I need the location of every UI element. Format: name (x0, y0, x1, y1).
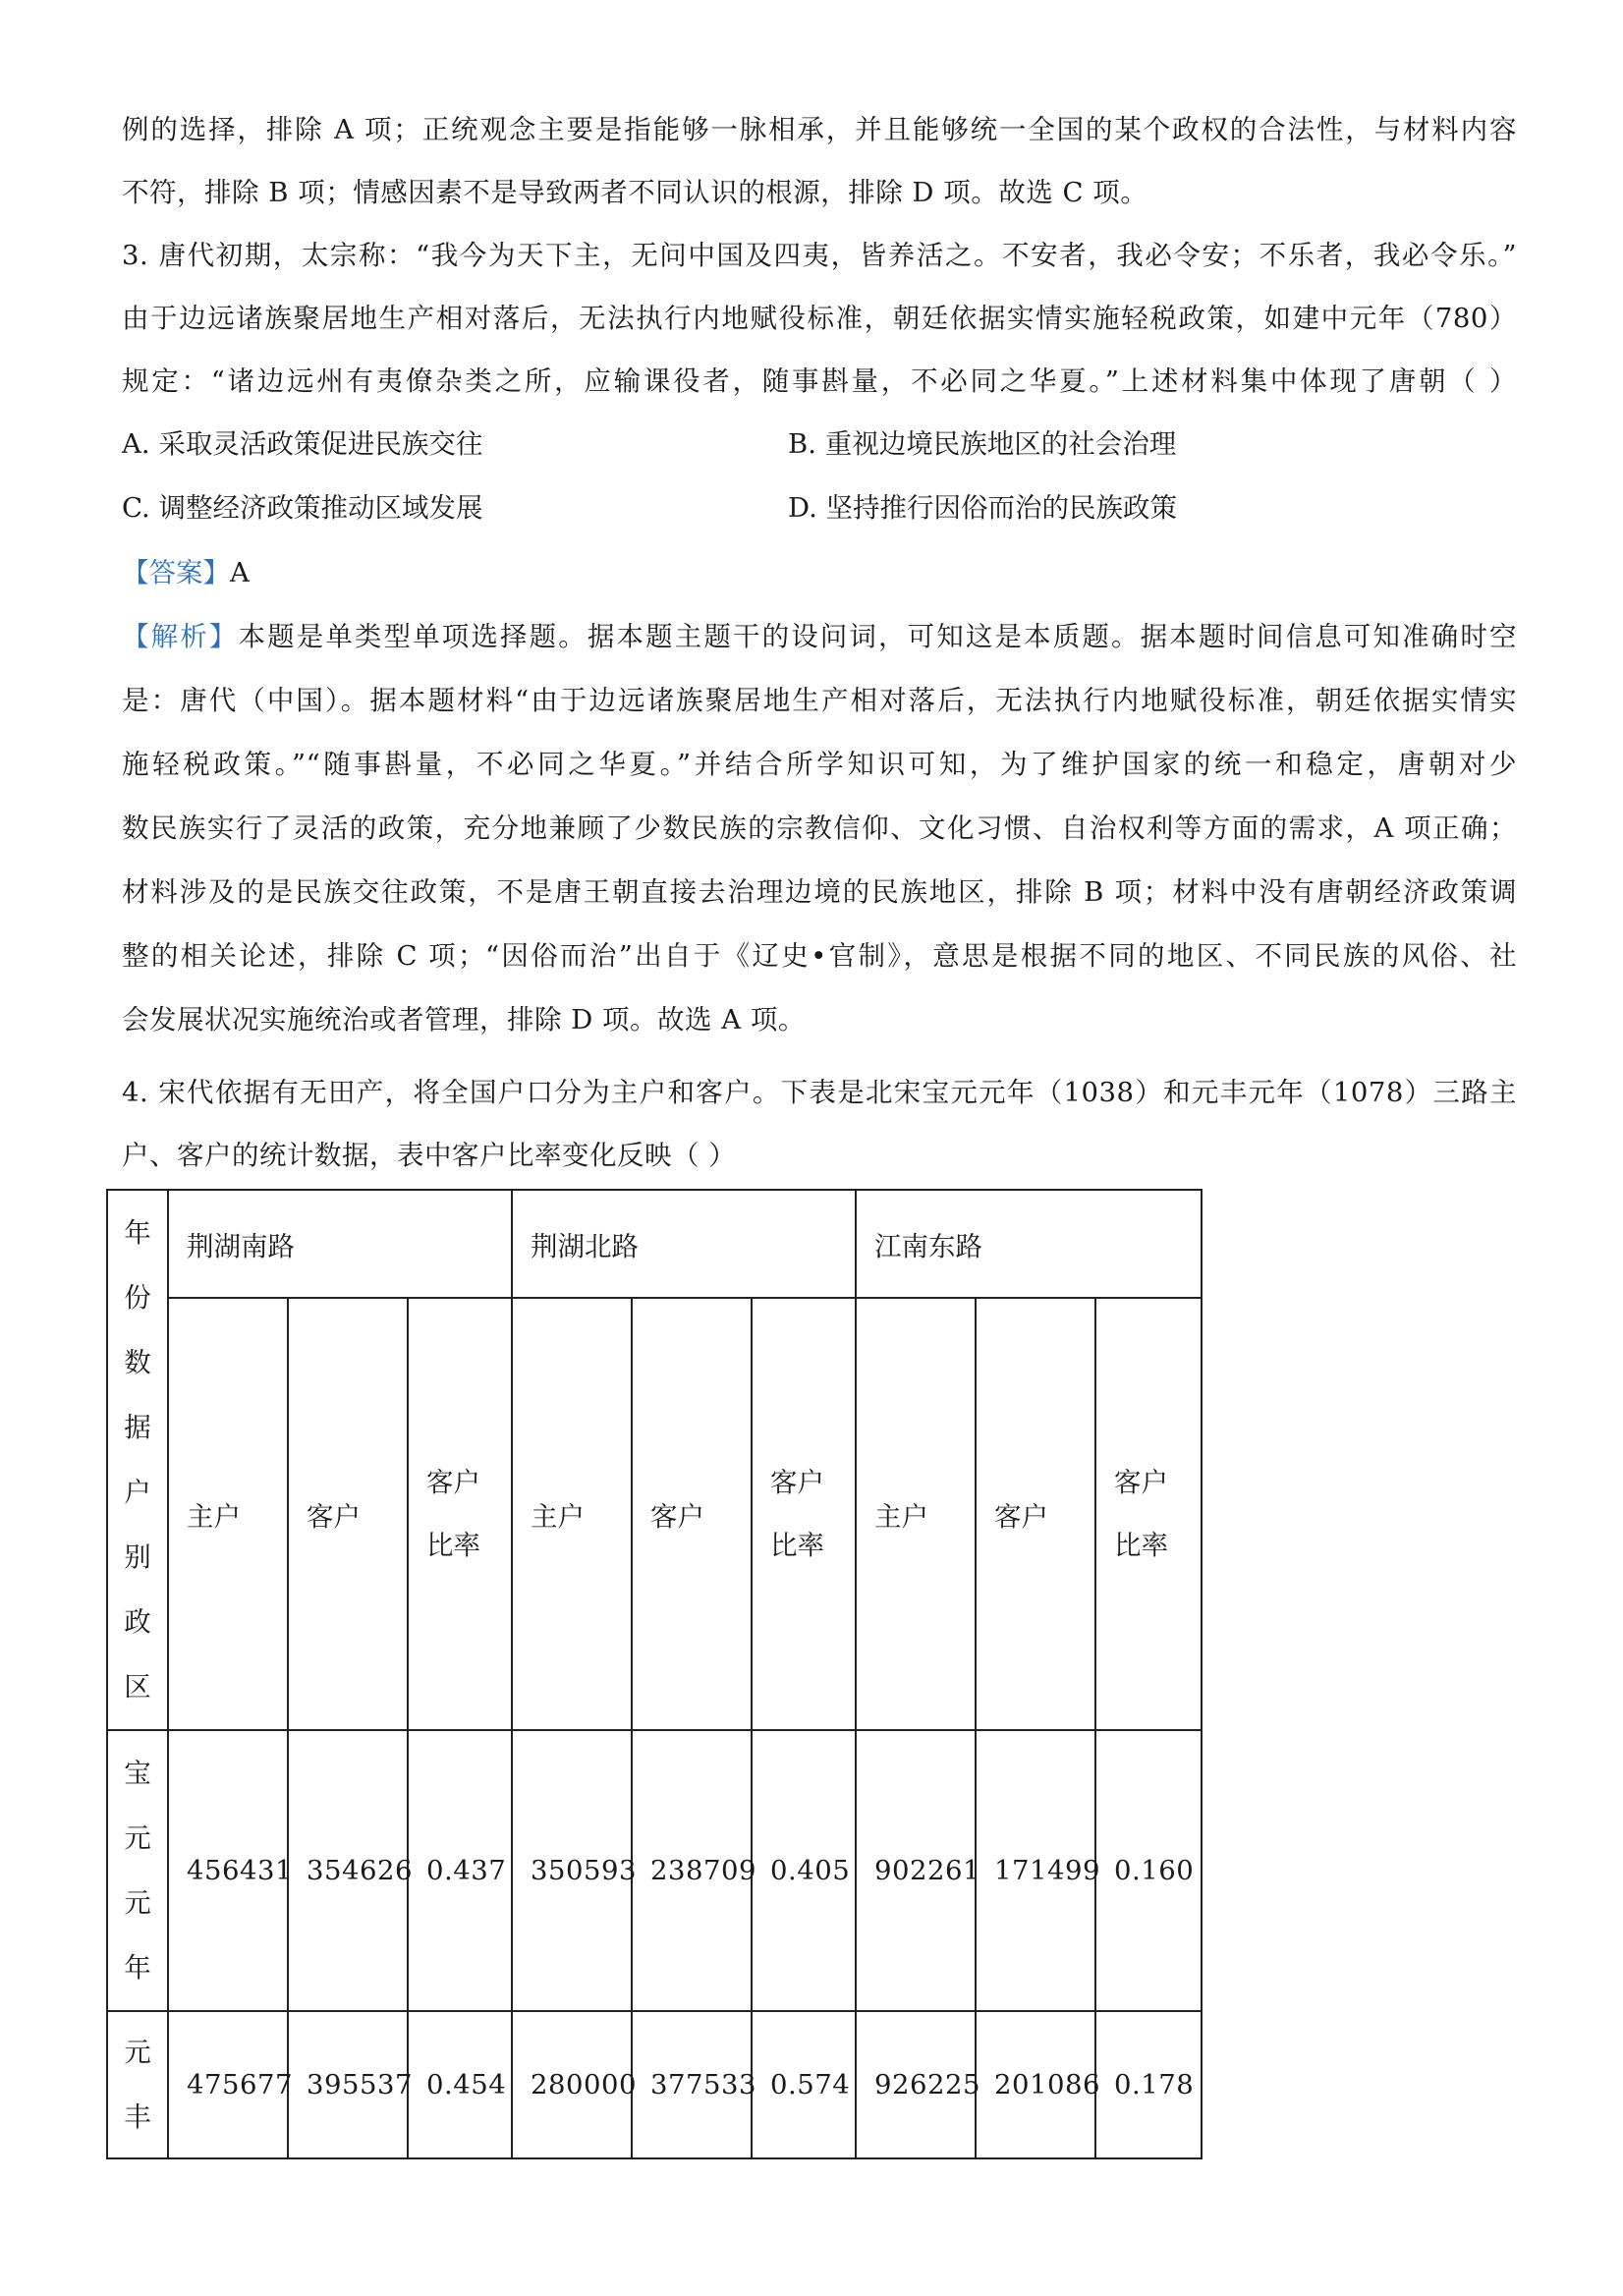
year-char: 年 (124, 1952, 151, 1984)
year-char: 宝 (124, 1758, 151, 1789)
q3-analysis-line-2: 是：唐代（中国）。据本题材料“由于边远诸族聚居地生产相对落后，无法执行内地赋役标准，朝廷依据实情实 (122, 685, 1517, 716)
region-header-jiangnan-dong: 江南东路 (856, 1190, 1202, 1298)
corner-char: 别 (124, 1541, 151, 1573)
subheader-ratio-line1: 客户 (1114, 1467, 1169, 1498)
q3-stem-line-3: 规定：“诸边远州有夷僚杂类之所，应输课役者，随事斟量，不必同之华夏。”上述材料集中体现了唐朝（ ） (122, 365, 1517, 397)
table-cell: 0.454 (408, 2011, 512, 2158)
q3-analysis-line-5: 材料涉及的是民族交往政策，不是唐王朝直接去治理边境的民族地区，排除 B 项；材料中没有唐朝经济政策调 (122, 876, 1517, 908)
q4-stem-line-1: 4. 宋代依据有无田产，将全国户口分为主户和客户。下表是北宋宝元元年（1038）和元丰元年（1078）三路主 (122, 1077, 1517, 1108)
intro-line-1: 例的选择，排除 A 项；正统观念主要是指能够一脉相承，并且能够统一全国的某个政权的合法性，与材料内容 (122, 114, 1517, 145)
corner-char: 份 (124, 1282, 151, 1314)
table-cell: 238709 (632, 1730, 752, 2011)
table-cell: 377533 (632, 2011, 752, 2158)
year-char: 元 (124, 1887, 151, 1919)
region-header-jinghu-bei: 荆湖北路 (512, 1190, 856, 1298)
subheader-ratio (752, 1298, 856, 1730)
table-cell: 475677 (168, 2011, 288, 2158)
corner-char: 政 (124, 1606, 151, 1638)
subheader-main: 主户 (168, 1298, 288, 1730)
subheader-ratio (1095, 1298, 1202, 1730)
table-cell: 354626 (288, 1730, 408, 2011)
q3-stem-line-1: 3. 唐代初期，太宗称：“我今为天下主，无问中国及四夷，皆养活之。不安者，我必令安；不乐者，我必令乐。” (122, 240, 1517, 271)
table-cell: 0.437 (408, 1730, 512, 2011)
q3-analysis-line-3: 施轻税政策。”“随事斟量，不必同之华夏。”并结合所学知识可知，为了维护国家的统一和稳定，唐朝对少 (122, 749, 1517, 780)
row-header-yuanfeng (107, 2011, 168, 2158)
q3-option-c: C. 调整经济政策推动区域发展 (122, 492, 483, 524)
corner-char: 年 (124, 1217, 151, 1249)
intro-line-2: 不符，排除 B 项；情感因素不是导致两者不同认识的根源，排除 D 项。故选 C 项。 (122, 177, 1148, 208)
q3-answer (122, 553, 250, 592)
subheader-ratio-line1: 客户 (426, 1467, 480, 1498)
q3-option-d: D. 坚持推行因俗而治的民族政策 (788, 492, 1178, 524)
subheader-guest: 客户 (976, 1298, 1095, 1730)
q3-option-b: B. 重视边境民族地区的社会治理 (788, 428, 1177, 460)
table-cell: 201086 (976, 2011, 1095, 2158)
table-cell: 902261 (856, 1730, 976, 2011)
table-cell: 0.178 (1095, 2011, 1202, 2158)
table-cell: 456431 (168, 1730, 288, 2011)
subheader-ratio (408, 1298, 512, 1730)
q4-stem-line-2: 户、客户的统计数据，表中客户比率变化反映（ ） (122, 1140, 737, 1171)
corner-char: 区 (124, 1671, 151, 1703)
q3-analysis-line-7: 会发展状况实施统治或者管理，排除 D 项。故选 A 项。 (122, 1004, 806, 1036)
table-cell: 171499 (976, 1730, 1095, 2011)
analysis-tag: 【解析】 (122, 621, 239, 652)
table-cell: 280000 (512, 2011, 632, 2158)
table-row (107, 2011, 1202, 2158)
table-cell: 926225 (856, 2011, 976, 2158)
table-cell: 395537 (288, 2011, 408, 2158)
table-cell: 0.405 (752, 1730, 856, 2011)
subheader-ratio-line2: 比率 (770, 1530, 825, 1561)
corner-header-cell (107, 1190, 168, 1730)
subheader-main: 主户 (512, 1298, 632, 1730)
subheader-ratio-line2: 比率 (1114, 1530, 1169, 1561)
q3-analysis-line-6: 整的相关论述，排除 C 项；“因俗而治”出自于《辽史•官制》，意思是根据不同的地区、不同民族的风俗、社 (122, 940, 1517, 972)
row-header-baoyuan (107, 1730, 168, 2011)
corner-char: 据 (124, 1412, 151, 1443)
answer-value: A (230, 557, 250, 588)
subheader-ratio-line2: 比率 (426, 1530, 480, 1561)
subheader-ratio-line1: 客户 (770, 1467, 825, 1498)
year-char: 丰 (124, 2101, 151, 2133)
corner-char: 户 (124, 1477, 151, 1508)
q3-analysis-line-4: 数民族实行了灵活的政策，充分地兼顾了少数民族的宗教信仰、文化习惯、自治权利等方面的需求，A 项正确； (122, 812, 1517, 844)
region-header-jinghu-nan: 荆湖南路 (168, 1190, 512, 1298)
subheader-main: 主户 (856, 1298, 976, 1730)
subheader-guest: 客户 (288, 1298, 408, 1730)
subheader-guest: 客户 (632, 1298, 752, 1730)
table-cell: 350593 (512, 1730, 632, 2011)
year-char: 元 (124, 2037, 151, 2068)
household-statistics-table (106, 1189, 1203, 2159)
answer-tag: 【答案】 (122, 557, 230, 588)
table-cell: 0.574 (752, 2011, 856, 2158)
q3-analysis-line-1 (122, 617, 1517, 656)
q3-option-a: A. 采取灵活政策促进民族交往 (122, 428, 483, 460)
q3-stem-line-2: 由于边远诸族聚居地生产相对落后，无法执行内地赋役标准，朝廷依据实情实施轻税政策，如建中元年（780） (122, 303, 1517, 334)
table-cell: 0.160 (1095, 1730, 1202, 2011)
year-char: 元 (124, 1822, 151, 1854)
corner-char: 数 (124, 1347, 151, 1378)
table-row (107, 1730, 1202, 2011)
analysis-first-text: 本题是单类型单项选择题。据本题主题干的设问词，可知这是本质题。据本题时间信息可知准确时空 (238, 621, 1517, 652)
